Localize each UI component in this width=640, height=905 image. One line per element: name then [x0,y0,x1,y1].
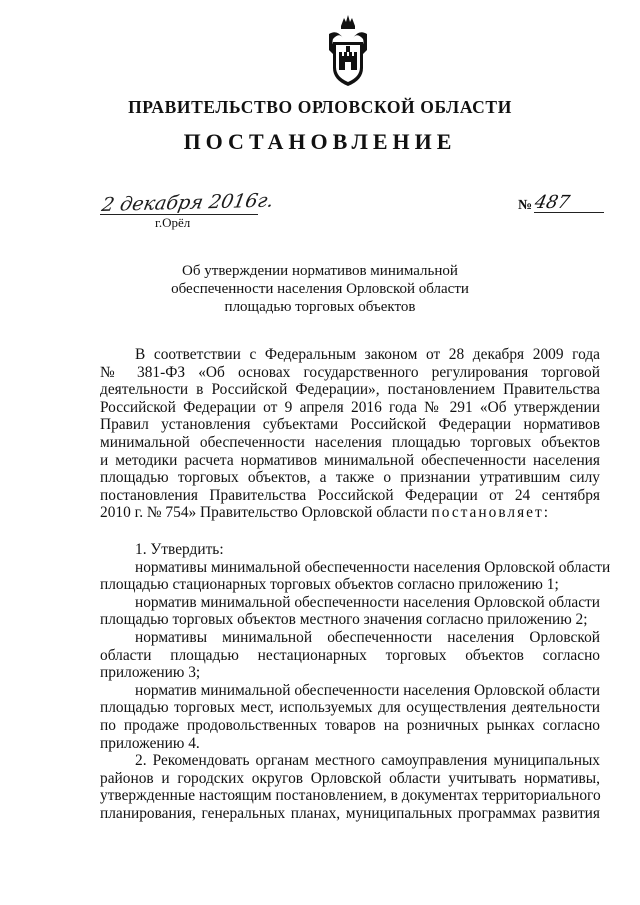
text-line: 2. Рекомендовать органам местного самоуправления муниципальных [135,752,600,769]
text-line: нормативы минимальной обеспеченности населения Орловской области [135,558,611,576]
text-line: приложению 3; [100,664,201,682]
handwritten-date: 2 декабря 2016г. [100,189,276,216]
item-1 [100,541,611,752]
text-line: В соответствии с Федеральным законом от 28 декабря 2009 года [135,346,600,363]
subject-line: Об утверждении нормативов минимальной [182,263,458,279]
number-underline [534,212,604,213]
text-line: и методики расчета нормативов минимальной обеспеченности населения [100,451,600,469]
item-title: 1. Утвердить: [135,541,224,558]
text-line: норматив минимальной обеспеченности населения Орловской области [135,593,600,611]
text-line: области площадью нестационарных торговых объектов согласно [100,646,600,664]
subject-line: обеспеченности населения Орловской области [171,281,469,297]
text-line: Российской Федерации от 9 апреля 2016 года № 291 «Об утверждении [100,398,600,416]
item-2 [100,752,600,822]
preamble-paragraph [100,346,600,522]
text-line: площадью торговых мест, используемых для осуществления деятельности [100,699,600,717]
text-line: приложению 4. [100,734,200,752]
handwritten-number: 487 [532,192,572,213]
document-type-title: ПОСТАНОВЛЕНИЕ [183,129,457,154]
text-line: утвержденные настоящим постановлением, в документах территориального [100,787,601,805]
text-line: постановления Правительства Российской Федерации от 24 сентября [100,486,600,504]
text-line: площадью стационарных торговых объектов согласно приложению 1; [100,576,559,594]
text-line: минимальной обеспеченности населения площадью торговых объектов [100,433,600,451]
text-line: планирования, генеральных планах, муниципальных программах развития [100,804,600,822]
text-line: площадью торговых объектов, а также о признании утратившим силу [100,469,600,487]
number-sign: № [518,198,533,213]
decree-subject [170,262,470,316]
government-title: ПРАВИТЕЛЬСТВО ОРЛОВСКОЙ ОБЛАСТИ [128,97,512,117]
text-line: деятельности в Российской Федерации», постановлением Правительства [100,381,600,399]
text-line: нормативы минимальной обеспеченности населения Орловской [135,628,600,646]
text-line: по продаже продовольственных товаров на розничных рынках согласно [100,716,600,734]
city-label: г.Орёл [155,215,191,230]
text-line [100,504,600,522]
text-line: № 381-ФЗ «Об основах государственного регулирования торговой [100,363,600,381]
text-line: площадью торговых объектов местного значения согласно приложению 2; [100,611,588,629]
text-line: районов и городских округов Орловской области учитывать нормативы, [100,769,600,787]
text-fragment: 2010 г. № 754» Правительство Орловской области [100,504,428,522]
coat-of-arms-icon [325,12,371,88]
operative-word: постановляет: [431,504,550,522]
text-line: норматив минимальной обеспеченности населения Орловской области [135,681,600,699]
text-line: Правил установления субъектами Российской Федерации нормативов [100,416,600,434]
subject-line: площадью торговых объектов [224,299,416,315]
